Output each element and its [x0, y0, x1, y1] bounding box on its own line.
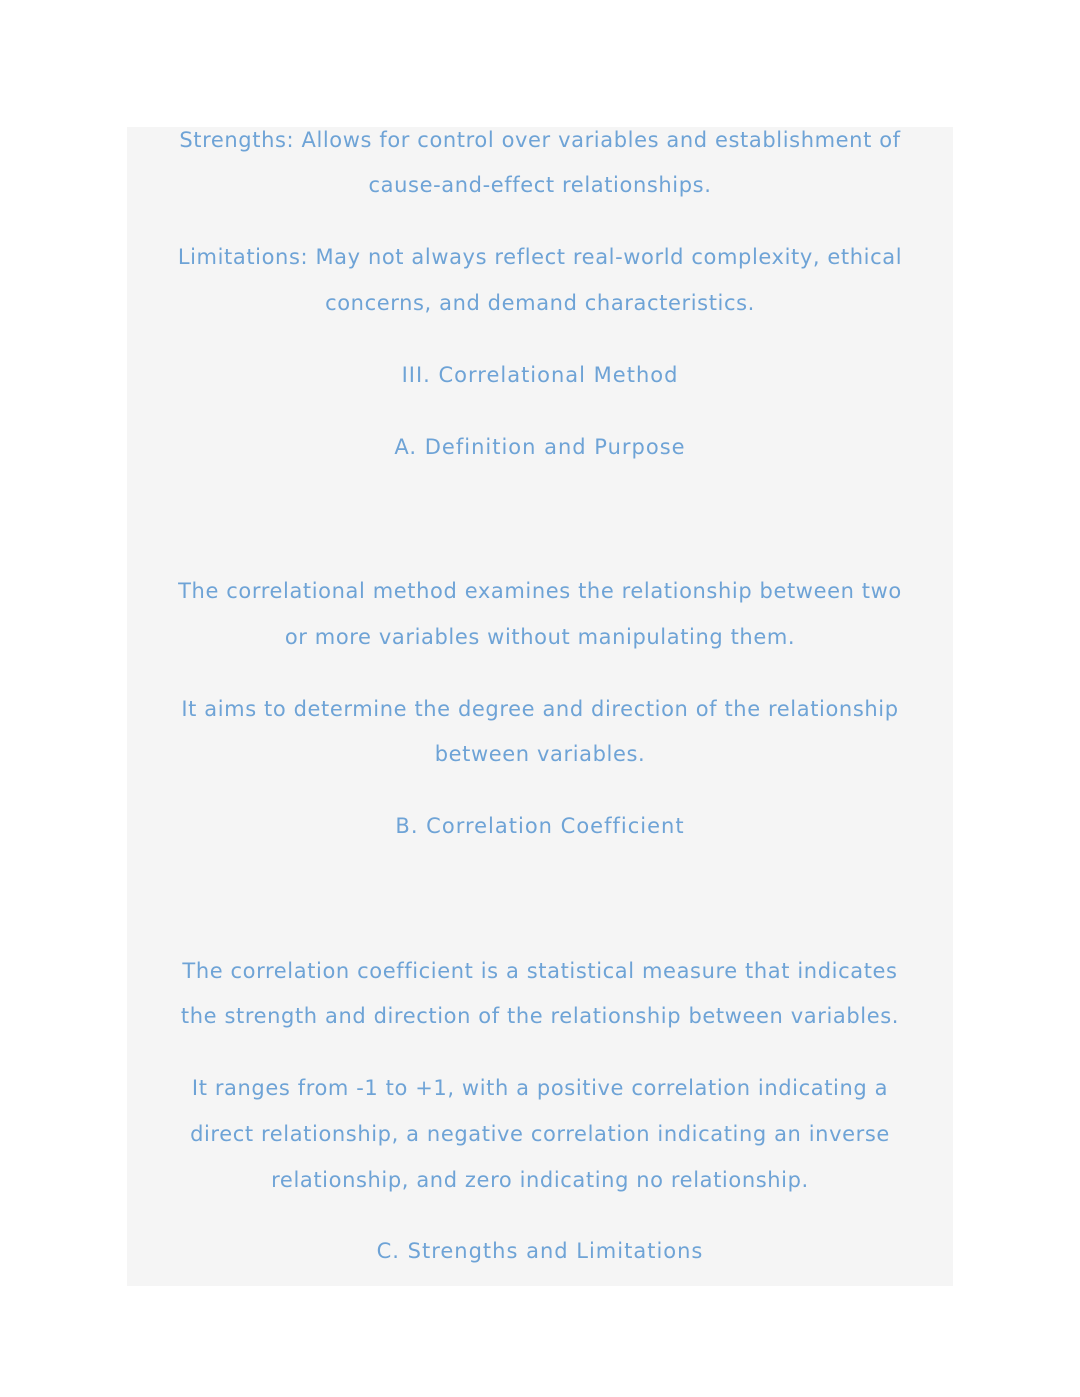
subheading-correlation-coefficient: B. Correlation Coefficient: [395, 814, 685, 838]
aims-line-1: It aims to determine the degree and direction of the relationship: [181, 697, 899, 721]
definition-line-2: or more variables without manipulating them.: [284, 625, 796, 649]
limitations-line-1: Limitations: May not always reflect real-world complexity, ethical: [177, 245, 903, 269]
subheading-definition-purpose: A. Definition and Purpose: [394, 435, 686, 459]
document-card: [127, 127, 953, 1286]
strengths-line-2: cause-and-effect relationships.: [368, 173, 712, 197]
range-line-3: relationship, and zero indicating no relationship.: [271, 1168, 809, 1192]
coefficient-line-2: the strength and direction of the relationship between variables.: [180, 1004, 900, 1028]
coefficient-line-1: The correlation coefficient is a statistical measure that indicates: [182, 959, 898, 983]
subheading-strengths-limitations: C. Strengths and Limitations: [376, 1239, 704, 1263]
definition-line-1: The correlational method examines the relationship between two: [178, 579, 902, 603]
aims-line-2: between variables.: [434, 742, 646, 766]
limitations-line-2: concerns, and demand characteristics.: [325, 291, 755, 315]
section-heading-correlational-method: III. Correlational Method: [401, 363, 679, 387]
range-line-2: direct relationship, a negative correlation indicating an inverse: [190, 1122, 890, 1146]
range-line-1: It ranges from -1 to +1, with a positive correlation indicating a: [191, 1076, 889, 1100]
strengths-line-1: Strengths: Allows for control over variables and establishment of: [179, 128, 901, 152]
